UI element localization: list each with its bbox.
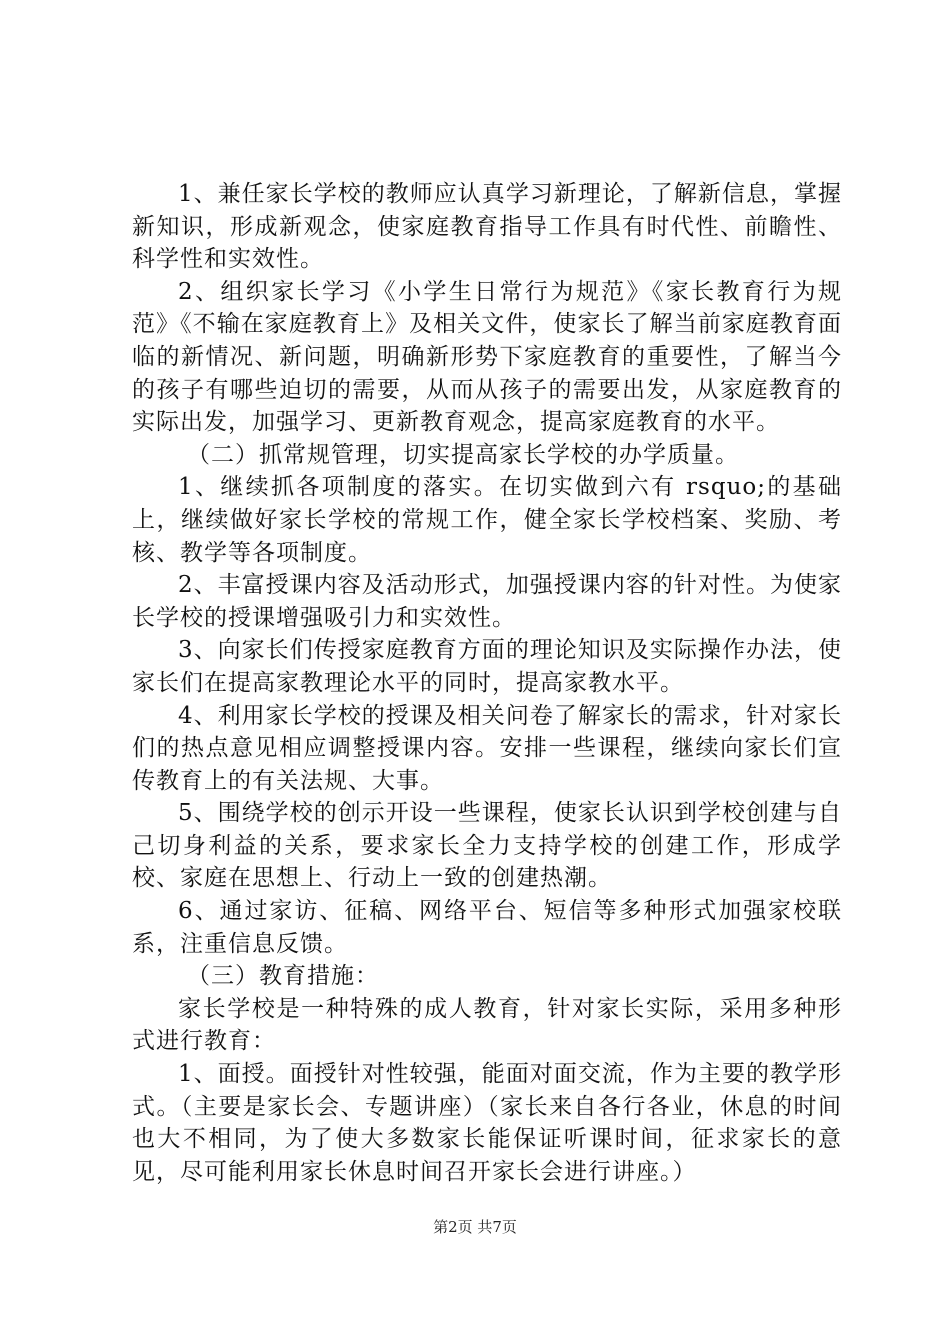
paragraph-face-to-face: 1、面授。面授针对性较强，能面对面交流，作为主要的教学形式。（主要是家长会、专题讲座）（家长来自各行各业，休息的时间也大不相同，为了使大多数家长能保证听课时间，征求家长的意见，尽可能利用家长休息时间召开家长会进行讲座。） bbox=[132, 1061, 842, 1185]
paragraph-teach-knowledge: 3、向家长们传授家庭教育方面的理论知识及实际操作办法，使家长们在提高家教理论水平的同时，提高家教水平。 bbox=[132, 637, 842, 696]
paragraph-adult-education: 家长学校是一种特殊的成人教育，针对家长实际，采用多种形式进行教育： bbox=[132, 995, 842, 1055]
paragraph-school-creation: 5、围绕学校的创示开设一些课程，使家长认识到学校创建与自己切身利益的关系，要求家长全力支持学校的创建工作，形成学校、家庭在思想上、行动上一致的创建热潮。 bbox=[132, 800, 842, 892]
paragraph-parent-study: 2、组织家长学习《小学生日常行为规范》《家长教育行为规范》《不输在家庭教育上》及相关文件，使家长了解当前家庭教育面临的新情况、新问题，明确新形势下家庭教育的重要性，了解当今的孩子有哪些迫切的需要，从而从孩子的需要出发，从家庭教育的实际出发，加强学习、更新教育观念，提高家庭教育的水平。 bbox=[132, 278, 842, 436]
paragraph-home-school-contact: 6、通过家访、征稿、网络平台、短信等多种形式加强家校联系，注重信息反馈。 bbox=[132, 898, 842, 957]
paragraph-teacher-study: 1、兼任家长学校的教师应认真学习新理论，了解新信息，掌握新知识，形成新观念，使家庭教育指导工作具有时代性、前瞻性、科学性和实效性。 bbox=[132, 181, 842, 273]
page-number-footer: 第2页 共7页 bbox=[433, 1218, 517, 1236]
paragraph-enrich-content: 2、丰富授课内容及活动形式，加强授课内容的针对性。为使家长学校的授课增强吸引力和实效性。 bbox=[132, 572, 842, 631]
section-heading-education-measures: （三）教育措施： bbox=[187, 963, 379, 990]
paragraph-survey-needs: 4、利用家长学校的授课及相关问卷了解家长的需求，针对家长们的热点意见相应调整授课内容。安排一些课程，继续向家长们宣传教育上的有关法规、大事。 bbox=[132, 702, 842, 794]
document-body bbox=[132, 178, 842, 1188]
paragraph-system-implementation: 1、继续抓各项制度的落实。在切实做到六有 rsquo;的基础上，继续做好家长学校的常规工作，健全家长学校档案、奖励、考核、教学等各项制度。 bbox=[132, 474, 842, 566]
section-heading-routine-management: （二）抓常规管理，切实提高家长学校的办学质量。 bbox=[187, 441, 739, 468]
